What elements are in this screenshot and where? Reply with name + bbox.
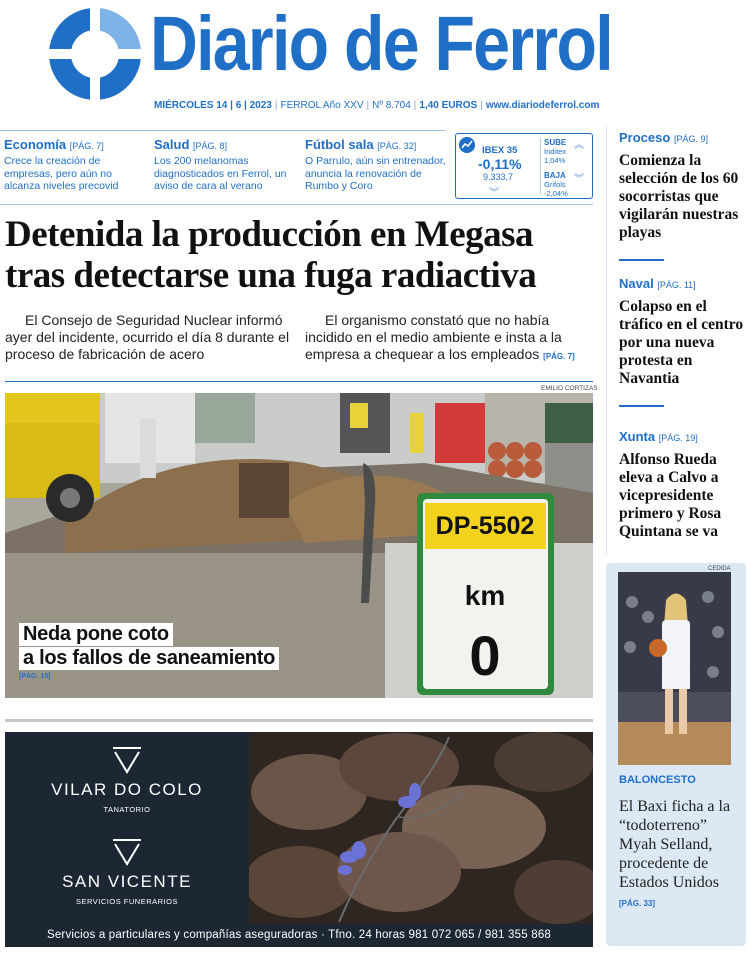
newspaper-title: Diario de Ferrol	[150, 1, 612, 87]
right-rule	[619, 405, 664, 407]
top-gainer	[544, 138, 566, 165]
loser-label: BAJA	[544, 171, 566, 180]
page-ref: [PÁG. 32]	[377, 141, 417, 151]
page-ref: [PÁG. 15]	[19, 673, 51, 680]
teaser-text: Los 200 melanomas diagnosticados en Ferrol, un aviso de cara al verano	[154, 155, 287, 192]
issue-number: Nº 8.704	[372, 100, 411, 111]
page-ref: [PÁG. 11]	[657, 280, 696, 290]
right-item-proceso[interactable]	[619, 130, 749, 242]
photo-credit: EMILIO CORTIZAS	[541, 385, 598, 392]
v-logo-icon	[110, 746, 144, 774]
page-ref: [PÁG. 7]	[69, 141, 104, 151]
gainer-value: 1,04%	[544, 156, 566, 165]
ibex-change: -0,11%	[478, 156, 522, 172]
ibex-divider	[540, 138, 541, 194]
lead-rule	[5, 381, 593, 382]
brand-name: VILAR DO COLO	[51, 780, 203, 799]
right-item-xunta[interactable]	[619, 429, 749, 541]
double-chevron-down-icon: ︾	[574, 174, 584, 185]
lead-deck-right	[305, 312, 593, 365]
ibex-box	[455, 133, 593, 199]
loser-company: Grifols	[544, 180, 566, 189]
baloncesto-section: BALONCESTO	[619, 774, 696, 786]
double-chevron-down-icon: ︾	[489, 188, 499, 199]
ibex-name: IBEX 35	[482, 145, 518, 156]
chart-trend-icon	[459, 137, 475, 153]
advertisement[interactable]	[5, 732, 593, 947]
baloncesto-text: El Baxi ficha a la “todoterreno” Myah Selland, procedente de Estados Unidos	[619, 798, 731, 891]
right-rule	[619, 259, 664, 261]
sign-value: 0	[469, 624, 501, 687]
right-column-divider	[606, 126, 607, 556]
photo-credit: CEDIDA	[708, 566, 731, 572]
basketball-player-photo	[618, 572, 731, 765]
edition: FERROL Año XXV	[280, 100, 364, 111]
teaser-section: Economía	[4, 137, 67, 152]
teaser-section: Fútbol sala	[305, 137, 374, 152]
brand-subtitle: SERVICIOS FUNERARIOS	[76, 897, 178, 906]
right-item-headline: Colapso en el tráfico en el centro por una nueva protesta en Navantia	[619, 298, 744, 387]
right-item-section: Xunta	[619, 429, 656, 444]
teaser-strip	[0, 130, 445, 200]
brand-subtitle: TANATORIO	[103, 805, 151, 814]
lead-headline[interactable]	[5, 214, 605, 296]
page-ref: [PÁG. 8]	[193, 141, 228, 151]
loser-value: -2,04%	[544, 189, 568, 198]
caption-line: a los fallos de saneamiento	[19, 647, 279, 670]
baloncesto-box[interactable]	[606, 563, 746, 946]
sign-unit: km	[464, 580, 506, 611]
page-ref: [PÁG. 33]	[619, 899, 656, 908]
baloncesto-story	[619, 797, 739, 913]
teaser-salud[interactable]	[154, 137, 299, 193]
lead-headline-line: Detenida la producción en Megasa	[5, 214, 534, 255]
teaser-section: Salud	[154, 137, 190, 152]
deck-text: El Consejo de Seguridad Nuclear informó ayer del incidente, ocurrido el día 8 durante el proceso de fabricación de acero	[5, 312, 290, 362]
right-item-headline: Comienza la selección de los 60 socorristas que vigilarán nuestras playas	[619, 152, 739, 241]
teaser-text: O Parrulo, aún sin entrenador, anuncia la renovación de Rumbo y Coro	[305, 155, 446, 192]
gainer-company: Inditex	[544, 147, 567, 156]
double-chevron-up-icon: ︽	[574, 140, 584, 151]
photo-neda-works[interactable]	[5, 393, 593, 698]
masthead	[0, 0, 750, 122]
page-ref: [PÁG. 7]	[543, 352, 575, 361]
ad-contact-bar: Servicios a particulares y compañías aseguradoras · Tfno. 24 horas 981 072 065 / 981 355 868	[5, 924, 593, 947]
deck-text: El organismo constató que no había incidido en el medio ambiente e insta a la empresa a chequear a los empleados	[305, 312, 562, 362]
brand-san-vicente	[5, 872, 249, 906]
teaser-economia[interactable]	[4, 137, 149, 193]
v-logo-icon	[110, 838, 144, 866]
caption-line: Neda pone coto	[19, 623, 173, 646]
teaser-bottom-rule	[0, 204, 593, 205]
brand-vilar-do-colo	[5, 780, 249, 814]
right-item-naval[interactable]	[619, 276, 749, 388]
page-ref: [PÁG. 9]	[673, 134, 708, 144]
dateline: MIÉRCOLES 14 | 6 | 2023 | FERROL Año XXV | Nº 8.704 | 1,40 EUROS | www.diariodeferrol.com	[154, 100, 600, 111]
right-item-section: Proceso	[619, 130, 671, 145]
right-item-section: Naval	[619, 276, 654, 291]
teaser-text: Crece la creación de empresas, pero aún no alcanza niveles precovid	[4, 155, 119, 192]
gainer-label: SUBE	[544, 138, 567, 147]
lead-deck-left	[5, 312, 293, 363]
price: 1,40 EUROS	[419, 100, 478, 111]
ibex-points: 9.333,7	[483, 172, 514, 182]
stones-flower-image	[249, 732, 593, 924]
top-loser	[544, 171, 568, 198]
page-ref: [PÁG. 19]	[658, 433, 698, 443]
ad-separator	[5, 719, 593, 722]
lead-headline-line: tras detectarse una fuga radiactiva	[5, 255, 537, 296]
teaser-futbol-sala[interactable]	[305, 137, 450, 193]
ring-logo-icon	[48, 7, 142, 101]
brand-name: SAN VICENTE	[62, 872, 192, 891]
right-item-headline: Alfonso Rueda eleva a Calvo a vicepresidente primero y Rosa Quintana se va	[619, 451, 722, 540]
photo-caption	[19, 623, 279, 680]
issue-date: MIÉRCOLES 14 | 6 | 2023	[154, 100, 272, 111]
sign-code: DP-5502	[435, 512, 535, 540]
ad-brands-panel	[5, 732, 249, 924]
website-link[interactable]: www.diariodeferrol.com	[485, 100, 600, 111]
